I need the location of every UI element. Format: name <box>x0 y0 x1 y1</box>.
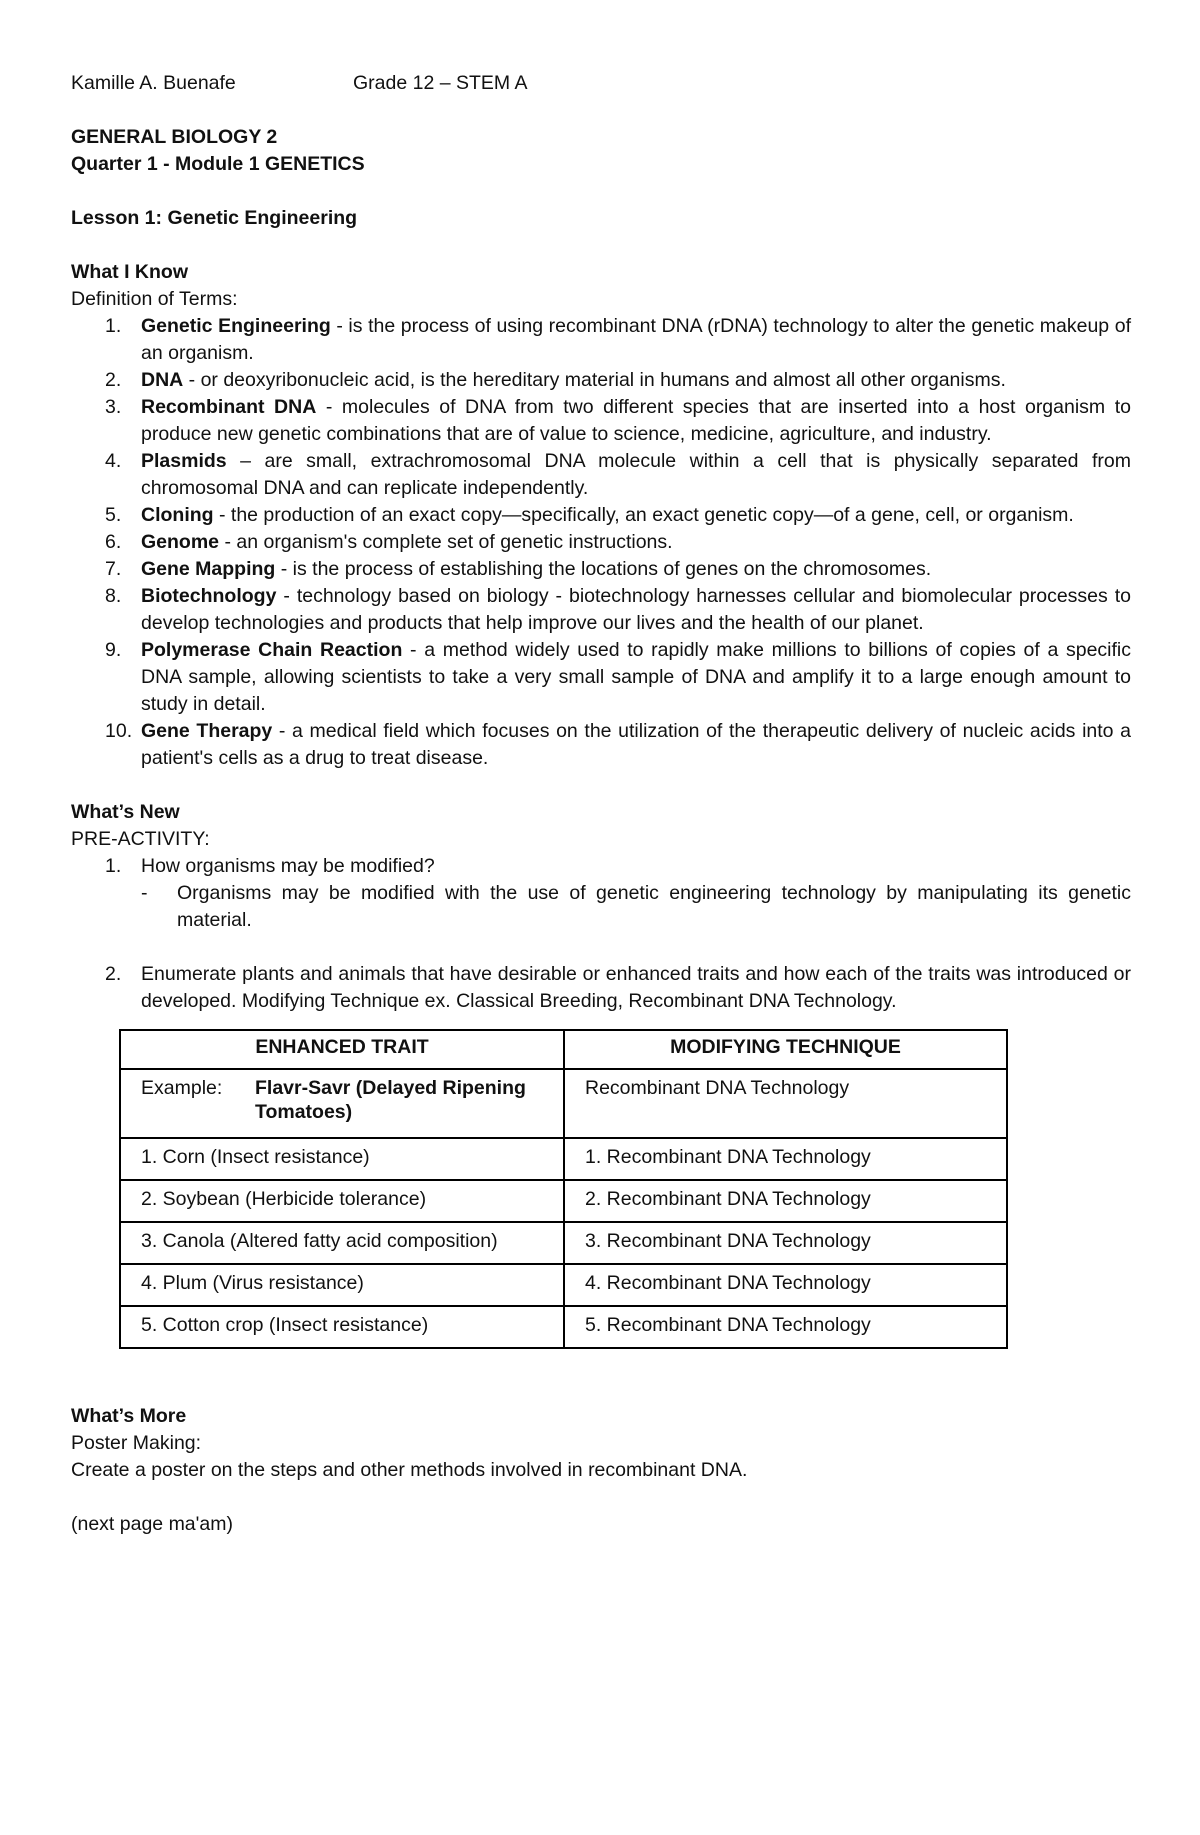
question-text: How organisms may be modified? <box>141 855 435 877</box>
definition-item: 6. Genome - an organism's complete set of genetic instructions. <box>105 531 673 553</box>
next-page-note: (next page ma'am) <box>71 1513 233 1535</box>
term-definition: - is the process of using recombinant DNA (rDNA) technology to alter the genetic makeup of an organism. <box>141 315 1131 364</box>
term: Genetic Engineering <box>141 315 331 337</box>
poster-task: Create a poster on the steps and other methods involved in recombinant DNA. <box>71 1459 748 1481</box>
term: Plasmids <box>141 450 227 472</box>
subject-title: GENERAL BIOLOGY 2 <box>71 126 278 148</box>
pre-activity-list-2 <box>71 961 1131 1015</box>
student-grade: Grade 12 – STEM A <box>353 72 528 94</box>
term-definition: - molecules of DNA from two different species that are inserted into a host organism to produce new genetic combinations that are of value to science, medicine, agriculture, and industry. <box>141 396 1131 445</box>
term: Gene Therapy <box>141 720 273 742</box>
answer-item: - Organisms may be modified with the use of genetic engineering technology by manipulating its genetic material. <box>141 882 1131 931</box>
pre-activity-list <box>71 853 1131 880</box>
term: DNA <box>141 369 184 391</box>
definition-item: 7. Gene Mapping - is the process of establishing the locations of genes on the chromosomes. <box>105 558 932 580</box>
definition-item: 10. Gene Therapy - a medical field which focuses on the utilization of the therapeutic delivery of nucleic acids into a patient's cells as a drug to treat disease. <box>105 720 1131 769</box>
example-trait: Flavr-Savr (Delayed Ripening Tomatoes) <box>255 1077 526 1123</box>
term-definition: - the production of an exact copy—specifically, an exact genetic copy—of a gene, cell, or organism. <box>213 504 1074 526</box>
term-definition: - or deoxyribonucleic acid, is the hereditary material in humans and almost all other organisms. <box>183 369 1006 391</box>
term: Polymerase Chain Reaction <box>141 639 403 661</box>
term-definition: - is the process of establishing the locations of genes on the chromosomes. <box>275 558 932 580</box>
table-cell: 2. Recombinant DNA Technology <box>564 1180 1007 1222</box>
definition-item: 5. Cloning - the production of an exact copy—specifically, an exact genetic copy—of a gene, cell, or organism. <box>105 504 1074 526</box>
table-row <box>120 1069 1007 1138</box>
definition-item: 9. Polymerase Chain Reaction - a method widely used to rapidly make millions to billions of copies of a specific DNA sample, allowing scientists to take a very small sample of DNA and amplify it to a large enough amount to study in detail. <box>105 639 1132 715</box>
table-row <box>120 1222 1007 1264</box>
table-cell: 3. Recombinant DNA Technology <box>564 1222 1007 1264</box>
table-row <box>120 1138 1007 1180</box>
table-cell: 3. Canola (Altered fatty acid composition) <box>120 1222 564 1264</box>
definition-intro: Definition of Terms: <box>71 288 238 310</box>
table-cell: Recombinant DNA Technology <box>564 1069 1007 1138</box>
what-i-know-heading: What I Know <box>71 261 188 283</box>
definition-item: 4. Plasmids – are small, extrachromosomal DNA molecule within a cell that is physically separated from chromosomal DNA and can replicate independently. <box>105 450 1131 499</box>
module-title: Quarter 1 - Module 1 GENETICS <box>71 153 365 175</box>
term: Gene Mapping <box>141 558 276 580</box>
term: Genome <box>141 531 220 553</box>
term-definition: - a method widely used to rapidly make millions to billions of copies of a specific DNA sample, allowing scientists to take a very small sample of DNA and amplify it to a large enough amount to study in detail. <box>141 639 1132 715</box>
column-header: ENHANCED TRAIT <box>120 1030 564 1069</box>
question-item: 1. How organisms may be modified? <box>105 855 435 877</box>
table-cell: 4. Plum (Virus resistance) <box>120 1264 564 1306</box>
term: Cloning <box>141 504 214 526</box>
table-header-row <box>120 1030 1007 1069</box>
traits-table <box>119 1029 1008 1349</box>
question-item: 2. Enumerate plants and animals that have desirable or enhanced traits and how each of the traits was introduced or developed. Modifying Technique ex. Classical Breeding, Recombinant DNA Technology. <box>105 963 1131 1012</box>
table-cell: 1. Recombinant DNA Technology <box>564 1138 1007 1180</box>
term: Recombinant DNA <box>141 396 317 418</box>
document-content <box>71 70 1131 1538</box>
student-name: Kamille A. Buenafe <box>71 72 236 94</box>
definition-item: 2. DNA - or deoxyribonucleic acid, is the hereditary material in humans and almost all other organisms. <box>105 369 1006 391</box>
column-header: MODIFYING TECHNIQUE <box>564 1030 1007 1069</box>
poster-making-label: Poster Making: <box>71 1432 202 1454</box>
table-row <box>120 1264 1007 1306</box>
answer-text: Organisms may be modified with the use of genetic engineering technology by manipulating its genetic material. <box>177 882 1131 931</box>
definition-item: 1. Genetic Engineering - is the process of using recombinant DNA (rDNA) technology to alter the genetic makeup of an organism. <box>105 315 1131 364</box>
table-cell: 4. Recombinant DNA Technology <box>564 1264 1007 1306</box>
table-row <box>120 1306 1007 1348</box>
table-cell: 5. Cotton crop (Insect resistance) <box>120 1306 564 1348</box>
table-cell <box>120 1069 564 1138</box>
whats-more-heading: What’s More <box>71 1405 187 1427</box>
pre-activity-label: PRE-ACTIVITY: <box>71 828 210 850</box>
table-cell: 5. Recombinant DNA Technology <box>564 1306 1007 1348</box>
term-definition: – are small, extrachromosomal DNA molecule within a cell that is physically separated from chromosomal DNA and can replicate independently. <box>141 450 1131 499</box>
term: Biotechnology <box>141 585 277 607</box>
definition-item: 3. Recombinant DNA - molecules of DNA from two different species that are inserted into a host organism to produce new genetic combinations that are of value to science, medicine, agriculture, and industry. <box>105 396 1131 445</box>
term-definition: - technology based on biology - biotechnology harnesses cellular and biomolecular processes to develop technologies and products that help improve our lives and the health of our planet. <box>141 585 1131 634</box>
term-definition: - an organism's complete set of genetic instructions. <box>219 531 673 553</box>
student-header <box>71 70 1131 97</box>
table-row <box>120 1180 1007 1222</box>
table-cell: 2. Soybean (Herbicide tolerance) <box>120 1180 564 1222</box>
definition-list <box>71 313 1131 772</box>
definition-item: 8. Biotechnology - technology based on biology - biotechnology harnesses cellular and biomolecular processes to develop technologies and products that help improve our lives and the health of our planet. <box>105 585 1131 634</box>
term-definition: - a medical field which focuses on the utilization of the therapeutic delivery of nucleic acids into a patient's cells as a drug to treat disease. <box>141 720 1131 769</box>
question-text: Enumerate plants and animals that have desirable or enhanced traits and how each of the traits was introduced or developed. Modifying Technique ex. Classical Breeding, Recombinant DNA Technology. <box>141 963 1131 1012</box>
whats-new-heading: What’s New <box>71 801 180 823</box>
table-cell: 1. Corn (Insect resistance) <box>120 1138 564 1180</box>
example-label: Example: <box>141 1077 223 1099</box>
lesson-title: Lesson 1: Genetic Engineering <box>71 207 358 229</box>
